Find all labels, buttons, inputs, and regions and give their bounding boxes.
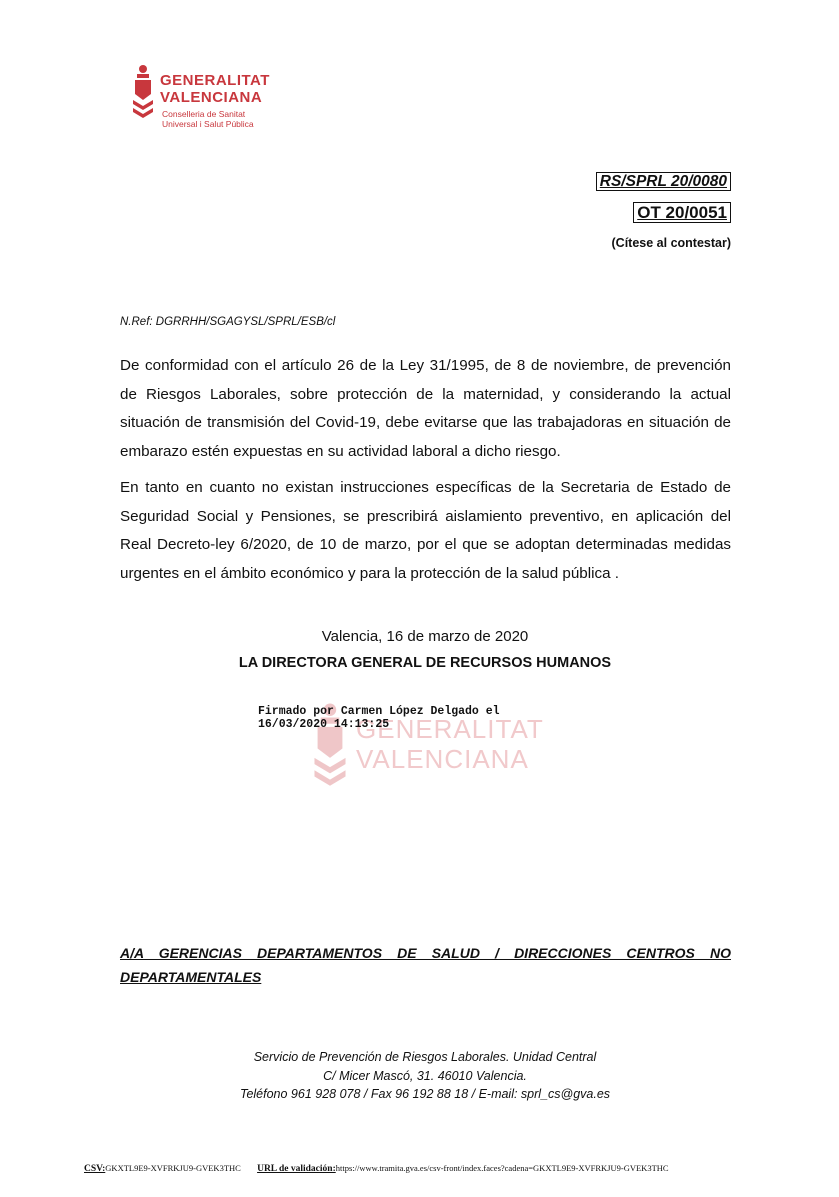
signed-by-line2: 16/03/2020 14:13:25 xyxy=(258,718,390,731)
footer-line2: C/ Micer Mascó, 31. 46010 Valencia. xyxy=(323,1069,527,1083)
gva-emblem-icon xyxy=(132,64,154,122)
csv-value: GKXTL9E9-XVFRKJU9-GVEK3THC xyxy=(105,1163,241,1173)
footer-line3: Teléfono 961 928 078 / Fax 96 192 88 18 / E-mail: sprl_cs@gva.es xyxy=(239,1087,611,1101)
paragraph-2: En tanto en cuanto no existan instrucciones específicas de la Secretaria de Estado de Seguridad Social y Pensiones, se prescribirá aislamiento preventivo, en aplicación del Real Decreto-ley 6/2020, de 10 de marzo, por el que se adoptan determinadas medidas urgentes en el ámbito económico y para la protección de la salud pública . xyxy=(120,479,731,582)
paragraph-1: De conformidad con el artículo 26 de la Ley 31/1995, de 8 de noviembre, de prevención de Riesgos Laborales, sobre protección de la maternidad, y considerando la actual situación de transmisión del Covid-19, debe evitarse que las trabajadoras en situación de embarazo estén expuestas en su actividad laboral a dicho riesgo. xyxy=(120,357,731,460)
gva-logo xyxy=(132,64,282,130)
rs-reference: RS/SPRL 20/0080 xyxy=(596,172,731,192)
addressee: A/A GERENCIAS DEPARTAMENTOS DE SALUD / DIRECCIONES CENTROS NO DEPARTAMENTALES xyxy=(120,945,731,985)
logo-sub2: Universal i Salut Pública xyxy=(162,119,254,129)
signed-by-line1: Firmado por Carmen López Delgado el xyxy=(258,705,500,718)
n-ref: N.Ref: DGRRHH/SGAGYSL/SPRL/ESB/cl xyxy=(120,316,336,328)
logo-line2: VALENCIANA xyxy=(160,89,263,106)
watermark-line2: VALENCIANA xyxy=(356,744,529,774)
validation-url-link[interactable]: https://www.tramita.gva.es/csv-front/index.faces?cadena=GKXTL9E9-XVFRKJU9-GVEK3THC xyxy=(335,1163,669,1173)
cite-note: (Cítese al contestar) xyxy=(611,236,731,250)
signatory-title: LA DIRECTORA GENERAL DE RECURSOS HUMANOS xyxy=(238,655,612,671)
csv-line xyxy=(84,1163,669,1174)
place-date: Valencia, 16 de marzo de 2020 xyxy=(321,628,529,645)
logo-sub1: Conselleria de Sanitat xyxy=(162,109,246,119)
csv-label: CSV: xyxy=(84,1164,106,1174)
logo-line1: GENERALITAT xyxy=(160,72,270,89)
footer-line1: Servicio de Prevención de Riesgos Laborales. Unidad Central xyxy=(253,1050,597,1064)
watermark-line1: GENERALITAT xyxy=(356,714,544,744)
url-label: URL de validación: xyxy=(257,1164,336,1174)
reference-block xyxy=(596,172,731,250)
ot-reference: OT 20/0051 xyxy=(596,202,731,224)
